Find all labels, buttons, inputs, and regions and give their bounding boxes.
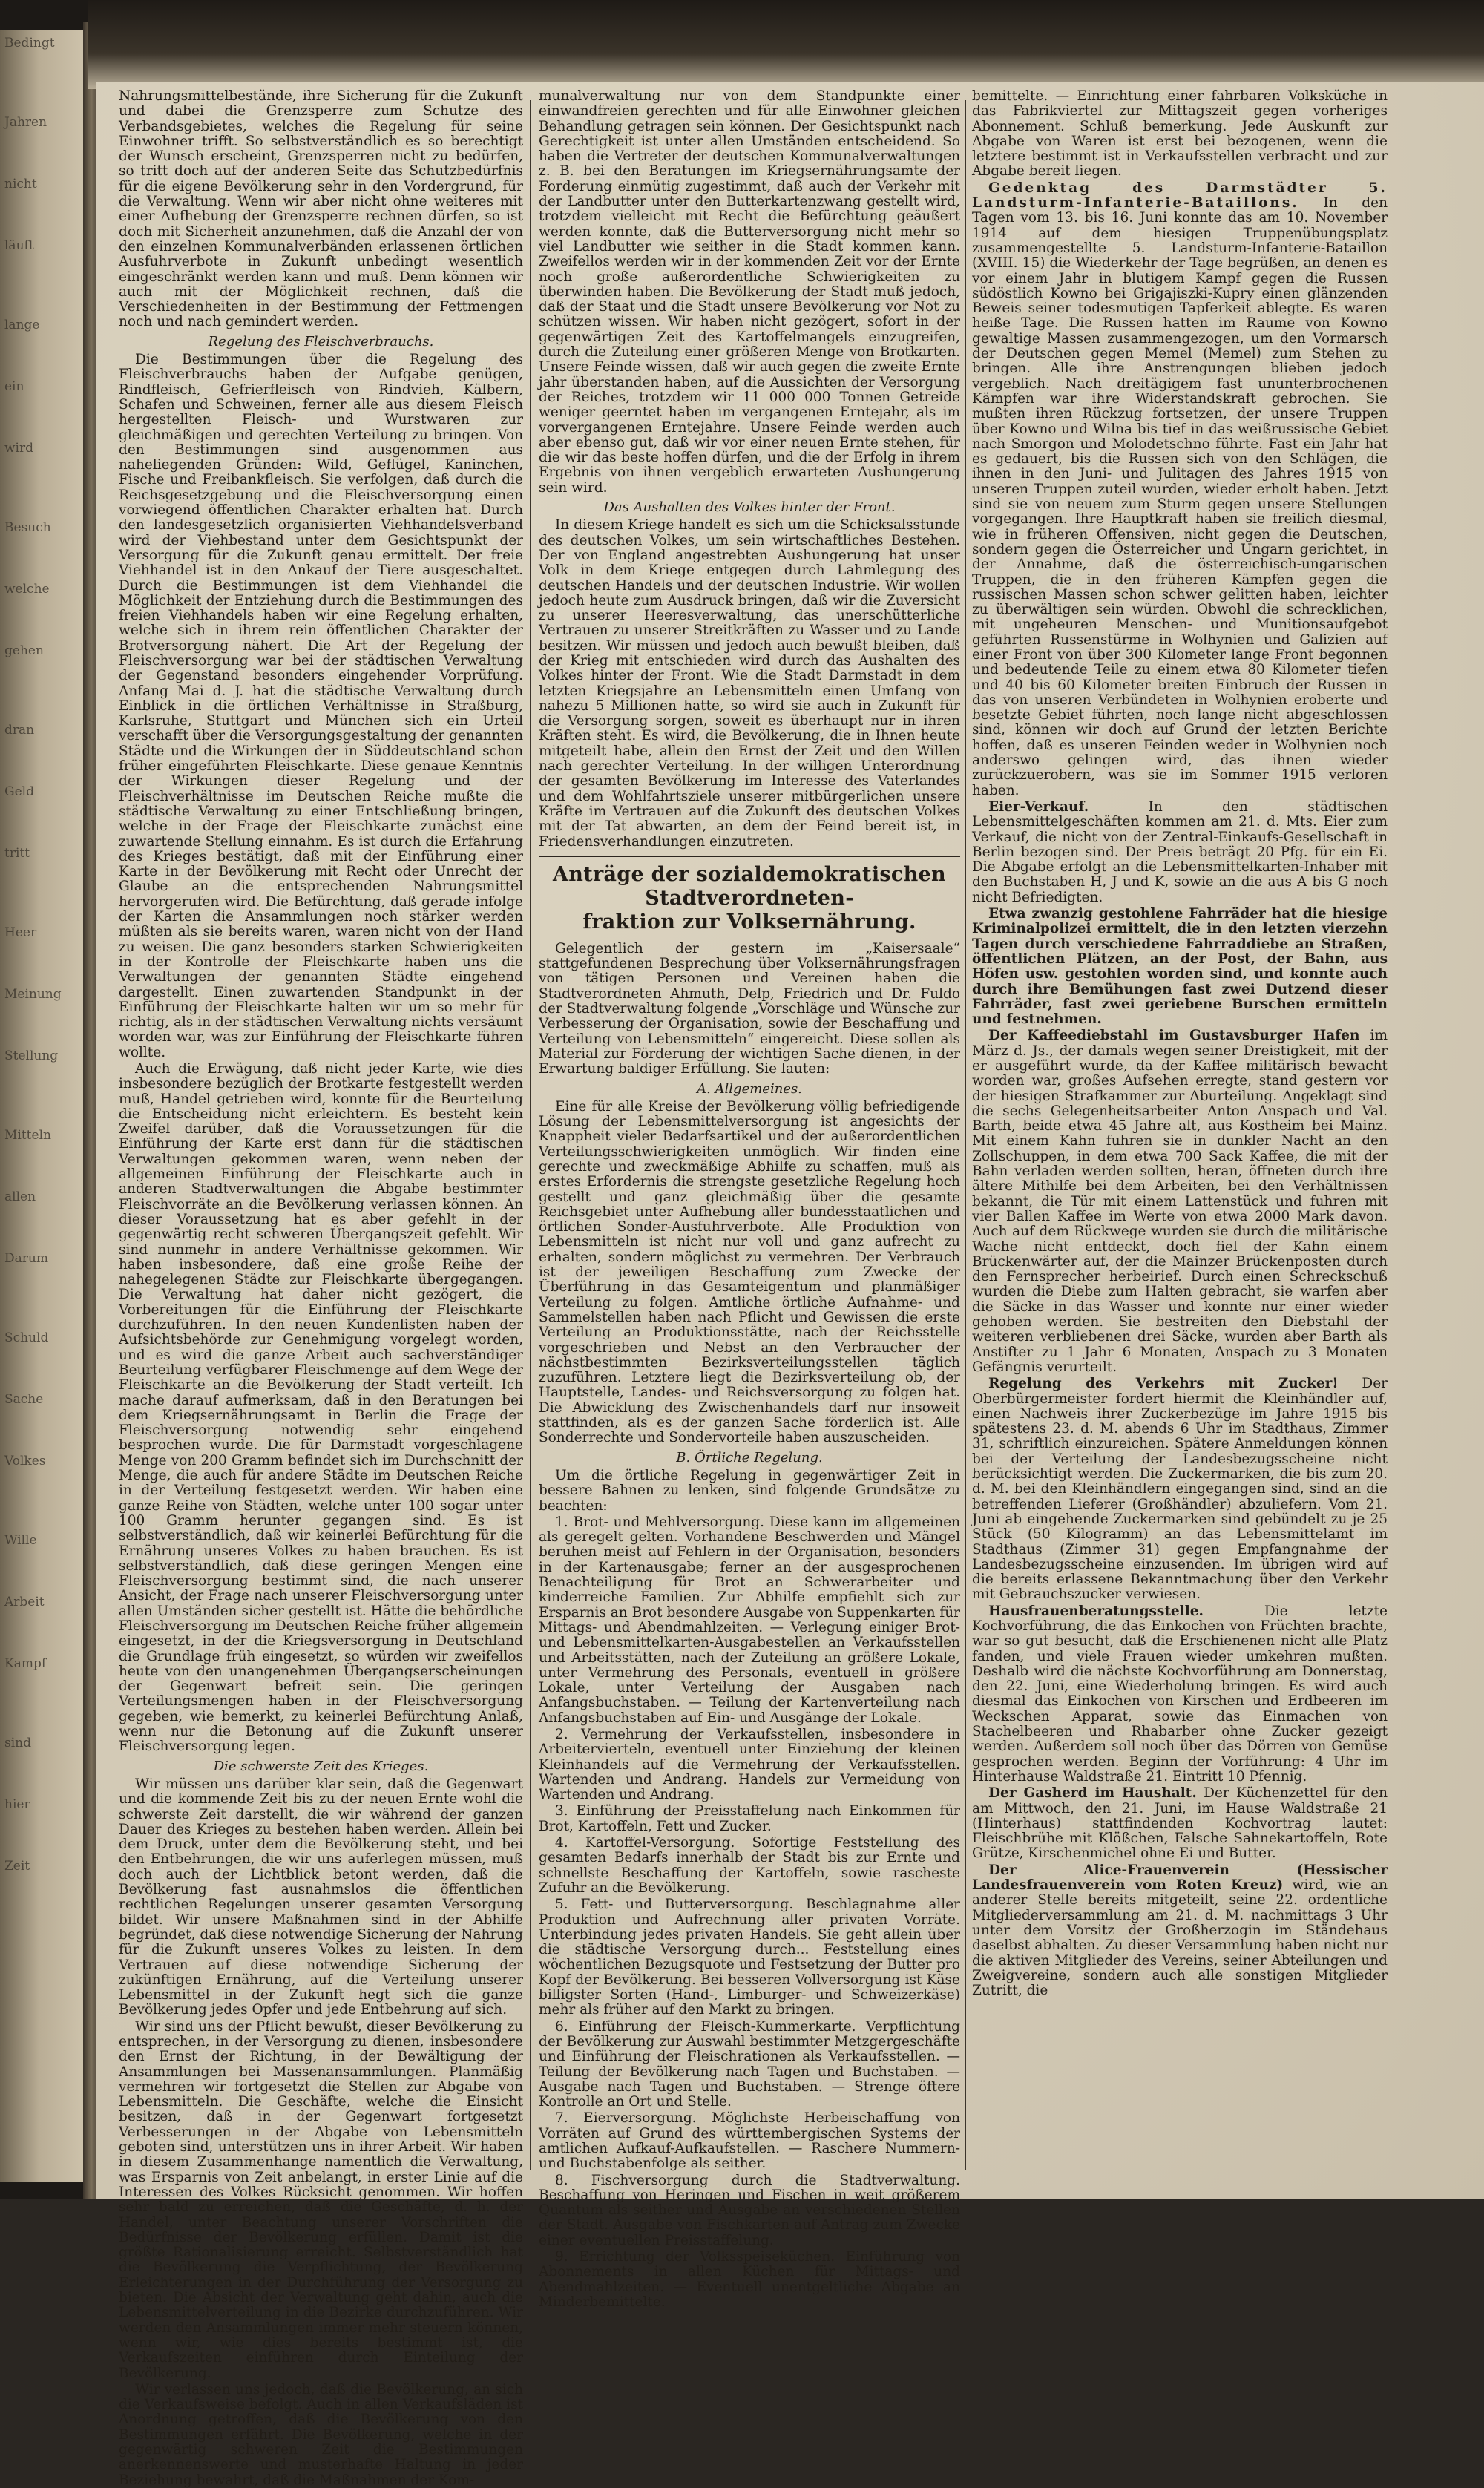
previous-page-edge [0, 30, 88, 2182]
paragraph: Wir sind uns der Pflicht bewußt, dieser Bevölkerung zu entsprechen, in der Versorgung zu dienen, insbesondere den Ernst der Richtung, in der Bewältigung der Ansammlungen bei Massenansammlungen. Planmäßig vermehren wir fortgesetzt die Stellen zur Abgabe von Lebensmitteln. Die Geschäfte, welche die Einsicht besitzen, daß in der Gegenwart fortgesetzt Verbesserungen in der Abgabe von Lebensmitteln geboten sind, unterstützen uns in ihrer Arbeit. Wir haben in diesem Zusammenhange namentlich die Verwaltung, was Ersparnis von Zeit anbelangt, in erster Linie auf die Interessen des Volkes Rücksicht genommen. Wir hoffen sehr bald zu erreichen, daß die Geschäfte, d. h. der Handel, unter Beachtung unserer Vorschriften die Bedürfnisse der Bevölkerung erfüllen. Damit ist die größte Rationalisierung erreicht. Selbstverständlich hat die Bevölkerung die Verpflichtung, der Bevölkerung Erleichterungen in der Durchführung der Versorgung zu bieten. Die Absicht der Verwaltung geht dahin, auch die Lebensmittelverteilung in die Bezirke durchzuführen. Wir werden den Ansammlungen immer mehr steuern können, wenn wir, wie dies bereits bestimmt ist, die Verkaufszeiten einführen durch Einteilung der Bevölkerung. [119, 2018, 523, 2381]
paragraph: Eine für alle Kreise der Bevölkerung völlig befriedigende Lösung der Lebensmittelversorgung ist angesichts der Knappheit vieler Bedarfsartikel und der außerordentlichen Verteilungsschwierigkeiten unmöglich. Wir finden eine gerechte und zweckmäßige Abhilfe zu schaffen, muß als erstes Erfordernis die strengste gesetzliche Regelung hoch gestellt und ganz gleichmäßig über die gesamte Reichsgebiet unter Aufhebung aller bundesstaatlichen und örtlichen Sonder-Ausfuhrverbote. Alle Produktion von Lebensmitteln ist nicht nur voll und ganz aufrecht zu erhalten, sondern möglichst zu vermehren. Der Verbrauch ist der jeweiligen Beschaffung zum Zwecke der Überführung in das Gesamteigentum und planmäßiger Verteilung zu folgen. Amtliche örtliche Aufnahme- und Sammelstellen haben nach Pflicht und Gewissen die erste Verteilung an Produktionsstätte, nach der Reichsstelle vorgeschrieben und Nebst an den Verbraucher der nächstbestimmten Bezirksverteilungsstellen täglich zuzuführen. Letztere liegt die Bezirksverteilung ob, der Hauptstelle, Landes- und Reichsversorgung zu folgen hat. Die Abwicklung des Zwischenhandels darf nur insoweit stattfinden, als es der ganzen Sache förderlich ist. Alle Sonderrechte und Sondervorteile haben auszuscheiden. [539, 1098, 960, 1446]
previous-page-fragment: läuft [4, 238, 34, 253]
previous-page-fragment: Volkes [4, 1454, 46, 1468]
list-item: 8. Fischversorgung durch die Stadtverwaltung. Beschaffung von Heringen und Fischen in weit größerem Quantum als seither und Ausgabe an verschiedenen Stellen der Stadt. Ausgabe von Fischkarten auf Antrag zum Zwecke einer eventuellen Preisstaffelung. [539, 2172, 960, 2248]
previous-page-fragment: Kampf [4, 1656, 47, 1671]
paragraph: Auch die Erwägung, daß nicht jeder Karte, wie dies insbesondere bezüglich der Brotkarte festgestellt werden muß, Handel getrieben wird, konnte für die Beurteilung die Entscheidung nicht erleichtern. Es besteht kein Zweifel darüber, daß die Voraussetzungen für die Einführung der Karte erst dann für die städtischen Verwaltungen gekommen waren, wenn neben der allgemeinen Einführung der Fleischkarte auch in anderen Stadtverwaltungen die Abgabe bestimmter Fleischvorräte an die Bevölkerung verlassen können. An dieser Voraussetzung hat es aber gefehlt in der gegenwärtig recht schweren Übergangszeit gefehlt. Wir sind nunmehr in andere Verhältnisse gekommen. Wir haben insbesondere, daß eine große Reihe der nahegelegenen Städte zur Fleischkarte übergegangen. Die Verwaltung hat daher nicht gezögert, die Vorbereitungen für die Einführung der Fleischkarte durchzuführen. In den neuen Kundenlisten haben der Aufsichtsbehörde zur Genehmigung vorgelegt worden, und es wird die ganze Arbeit auch sachverständiger Beurteilung verfügbarer Fleischmenge auf dem Wege der Fleischkarte an die Bevölkerung der Stadt verteilt. Ich mache darauf aufmerksam, daß in den Beratungen bei dem Kriegsernährungsamt in Berlin die Frage der Fleischversorgung notwendig sehr eingehend besprochen wurde. Die für Darmstadt vorgeschlagene Menge von 200 Gramm befindet sich im Durchschnitt der Menge, die auch für andere Städte im Deutschen Reiche in der Verteilung festgesetzt werden. Wir haben eine ganze Reihe von Städten, welche unter 100 sogar unter 100 Gramm herunter gegangen sind. Es ist selbstverständlich, daß wir keinerlei Befürchtung für die Ernährung unseres Volkes zu haben brauchen. Es ist selbstverständlich, daß diese geringen Mengen eine Fleischversorgung bestimmt sind, die nach unserer Ansicht, der Frage nach unserer Fleischversorgung unter allen Umständen sicher gestellt ist. Hätte die behördliche Fleischversorgung im Deutschen Reiche früher allgemein eingesetzt, in der die Kriegsversorgung in Deutschland die Grundlage früh eingesetzt, so würden wir zweifellos heute von den unangenehmen Übergangserscheinungen der Gegenwart befreit sein. Die geringen Verteilungsmengen haben in der Fleischversorgung gegeben, wie bemerkt, zu keinerlei Befürchtung Anlaß, wenn nur die Betonung auf die Zukunft unserer Fleischversorgung legen. [119, 1061, 523, 1755]
list-item: 1. Brot- und Mehlversorgung. Diese kann im allgemeinen als geregelt gelten. Vorhandene Beschwerden und Mängel beruhen meist auf Fehlern in der Organisation, besonders in der Kartenausgabe; ferner an der ausgesprochenen Benachteiligung für Brot an Schwerarbeiter und kinderreiche Familien. Zur Abhilfe empfiehlt sich zur Ersparnis an Brot besondere Ausgabe von Suppenkarten für Mittags- und Abendmahlzeiten. — Verlegung einiger Brot- und Lebensmittelkarten-Ausgabestellen an Verkaufsstellen und Arbeitsstätten, nach der Zuteilung an größere Lokale, unter Vermehrung des Personals, eventuell in größere Lokale, unter Verteilung der Ausgaben nach Anfangsbuchstaben. — Teilung der Kartenverteilung nach Anfangsbuchstaben auf Ein- und Ausgänge der Lokale. [539, 1514, 960, 1726]
paragraph: In diesem Kriege handelt es sich um die Schicksalsstunde des deutschen Volkes, um sein wirtschaftliches Bestehen. Der von England angestrebten Aushungerung hat unser Volk in dem Kriege entgegen durch Lahmlegung des deutschen Handels und der deutschen Industrie. Wir wollen jedoch heute zum Ausdruck bringen, daß wir die Zuversicht zu unserer Heeresverwaltung, das unerschütterliche Vertrauen zu unserer Streitkräften zu Wasser und zu Lande besitzen. Wir müssen und jedoch auch bewußt bleiben, daß der Krieg mit entschieden wird durch das Aushalten des Volkes hinter der Front. Wie die Stadt Darmstadt in dem letzten Kriegsjahre an Lebensmitteln einen Umfang von nahezu 5 Millionen hatte, so wird sie auch in Zukunft für die Versorgung sorgen, soweit es überhaupt nur in ihren Kräften steht. Es wird, die Bevölkerung, die in Ihnen heute mitgeteilt habe, allein den Ernst der Zeit und den Willen nach gerechter Verteilung. In der willigen Unterordnung der gesamten Bevölkerung im Interesse des Vaterlandes und dem Wohlfahrtsziele unserer mitbürgerlichen unsere Kräfte im Vertrauen auf die Zukunft des deutschen Volkes mit der Tat abwarten, an dem der Feind bereit ist, in Friedensverhandlungen einzutreten. [539, 517, 960, 850]
list-item: 9. Errichtung der Volksspeiseküchen. Einführung von Abonnements in allen Küchen für Mittags- und Abendmahlzeiten. — Eventuell unentgeltliche Abgabe an Minderbemittelte. [539, 2249, 960, 2310]
news-item [972, 181, 1388, 798]
news-item-lead: Hausfrauenberatungsstelle. [988, 1603, 1204, 1619]
article-headline [539, 863, 960, 934]
previous-page-fragment: Meinung [4, 987, 62, 1002]
list-item: 6. Einführung der Fleisch-Kummerkarte. Verpflichtung der Bevölkerung zur Auswahl bestimmter Metzgergeschäfte und Einführung der Fleischrationen als Verkaufsstellen. — Teilung der Bevölkerung nach Tagen und Buchstaben. — Ausgabe nach Tagen und Buchstaben. — Strenge öftere Kontrolle an Ort und Stelle. [539, 2018, 960, 2110]
news-item [972, 1863, 1388, 1999]
previous-page-fragment: allen [4, 1189, 36, 1204]
paragraph: bemittelte. — Einrichtung einer fahrbaren Volksküche in das Fabrikviertel zur Mittagszeit gegen vorheriges Abonnement. Schluß bemerkung. Jede Auskunft zur Abgabe von Waren ist erst bei bezogenen, wenn die letztere bestimmt ist in Verkaufsstellen verbracht und zur Abgabe bereit liegen. [972, 88, 1388, 180]
list-item: 2. Vermehrung der Verkaufsstellen, insbesondere in Arbeitervierteln, eventuell unter Einziehung der kleinen Kleinhandels auf die Vermehrung der Verkaufsstellen. Wartenden und Andrang. Handels zur Vermeidung von Wartenden und Andrang. [539, 1726, 960, 1803]
paragraph: Nahrungsmittelbestände, ihre Sicherung für die Zukunft und dabei die Grenzsperre zum Schutze des Verbandsgebietes, welches die Regelung für seine Einwohner trifft. So selbstverständlich es so berechtigt der Wunsch erscheint, Grenzsperren nicht zu bedürfen, so tritt doch auf der anderen Seite das Schutzbedürfnis für die eigene Bevölkerung sehr in den Vordergrund, für die Verwaltung. Wenn wir aber nicht ohne weiteres mit einer Aufhebung der Grenzsperre rechnen dürfen, so ist doch mit Sicherheit anzunehmen, daß die Anzahl der von den einzelnen Kommunalverbänden erlassenen örtlichen Ausfuhrverbote in Zukunft unbedingt wesentlich eingeschränkt werden kann und muß. Denn können wir auch mit der Möglichkeit rechnen, daß die Verschiedenheiten in der Bestimmung der Fettmengen noch und nach gemindert werden. [119, 88, 523, 330]
section-heading: Regelung des Fleischverbrauchs. [208, 333, 434, 349]
news-item-lead: Der Kaffeediebstahl im Gustavsburger Hafen [988, 1028, 1360, 1044]
previous-page-fragment: Heer [4, 925, 37, 940]
news-item-lead: Gedenktag des Darmstädter 5. Landsturm-Infanterie-Bataillons. [972, 180, 1388, 211]
previous-page-fragment: dran [4, 723, 35, 738]
paragraph: Die Bestimmungen über die Regelung des Fleischverbrauchs haben der Aufgabe genügen, Rindfleisch, Gefrierfleisch von Rindvieh, Kälbern, Schafen und Schweinen, ferner alle aus diesem Fleisch hergestellten Fleisch- und Wurstwaren zur gleichmäßigen und gerechten Verteilung zu bringen. Von den Bestimmungen sind ausgenommen aus naheliegenden Gründen: Wild, Geflügel, Kaninchen, Fische und Freibankfleisch. Sie verfolgen, daß durch die Reichsgesetzgebung und die Fleischversorgung einen vorwiegend öffentlichen Charakter erhalten hat. Durch den landesgesetzlich organisierten Viehhandelsverband wird der Viehbestand unter dem Gesichtspunkt der Versorgung für die Zukunft genau ermittelt. Der freie Viehhandel ist in den Ankauf der Tiere ausgeschaltet. Durch die Bestimmungen ist dem Viehhandel die Möglichkeit der Entziehung durch die Bestimmungen des freien Viehhandels haben wir eine Regelung erhalten, welche sich in ihrem rein öffentlichen Charakter der Brotversorgung nähert. Die Art der Regelung der Fleischversorgung war bei der städtischen Verwaltung der Gegenstand besonders eingehender Vorprüfung. Anfang Mai d. J. hat die städtische Verwaltung durch Einblick in die örtlichen Verhältnisse in Straßburg, Karlsruhe, Stuttgart und München sich ein Urteil verschafft über die Versorgungsgestaltung der genannten Städte und die Wirkungen der in Süddeutschland schon früher eingeführten Fleischkarte. Diese genaue Kenntnis der Wirkungen dieser Regelung und der Fleischverhältnisse im Deutschen Reiche mußte die städtische Verwaltung zu einer Entschließung bringen, welche in der Frage der Fleischkarte zunächst eine zuwartende Stellung einnahm. Es ist durch die Erfahrung des Krieges bestätigt, daß mit der Einführung einer Karte in der Bevölkerung mit Recht oder Unrecht der Glaube an die entsprechenden Nahrungsmittel hervorgerufen wird. Die Befürchtung, daß gerade infolge der Karten die Ansammlungen noch stärker werden müßten als sie bereits waren, waren nicht von der Hand zu weisen. Die ganz besonders starken Schwierigkeiten in der Kontrolle der Fleischkarte haben uns die Verwaltungen der genannten Städte eingehend dargestellt. Einen zuwartenden Standpunkt in der Einführung der Fleischkarte halten wir um so mehr für richtig, als in der städtischen Verwaltung nichts versäumt worden war, was zur Einführung der Fleischkarte führen wollte. [119, 352, 524, 1060]
divider [539, 856, 960, 857]
headline-line: Anträge der sozialdemokratischen Stadtverordneten- [553, 862, 946, 910]
previous-page-fragment: Mitteln [4, 1128, 51, 1143]
section-heading: A. Allgemeines. [697, 1080, 802, 1097]
previous-page-fragment: hier [4, 1797, 30, 1812]
previous-page-fragments [0, 30, 88, 1874]
news-item [972, 1786, 1388, 1861]
paragraph: Wir müssen uns darüber klar sein, daß die Gegenwart und die kommende Zeit bis zu der neuen Ernte wohl die schwerste Zeit darstellt, die wir während der ganzen Dauer des Krieges zu bestehen haben werden. Allein bei dem Druck, unter dem die Bevölkerung steht, und bei den Entbehrungen, die wir uns auferlegen müssen, muß doch auch der Lichtblick betont werden, daß die Bevölkerung fast ausnahmslos die öffentlichen rechtlichen Regelungen unserer gesamten Versorgung bildet. Wir unsere Maßnahmen sind in der Abhilfe begründet, daß diese notwendige Sicherung der Nahrung für die Zukunft unseres Volkes zu leisten. In dem Vertrauen auf diese notwendige Sicherung der zukünftigen Ernährung, auf die Verteilung unserer Lebensmittel in der Zukunft hegt sich die ganze Bevölkerung jedes Opfer und jede Entbehrung auf sich. [119, 1776, 523, 2018]
previous-page-fragment: lange [4, 318, 40, 332]
list-item: 4. Kartoffel-Versorgung. Sofortige Feststellung des gesamten Bedarfs innerhalb der Stadt bis zur Ernte und schnellste Beschaffung der Kartoffeln, sowie rascheste Zufuhr an die Bevölkerung. [539, 1835, 960, 1896]
previous-page-fragment: tritt [4, 846, 30, 861]
previous-page-fragment: nicht [4, 177, 37, 191]
column-rule [530, 100, 531, 2170]
headline-line: fraktion zur Volksernährung. [582, 910, 916, 933]
previous-page-fragment: Zeit [4, 1859, 30, 1874]
column-3 [972, 89, 1388, 2174]
previous-page-fragment: Jahren [4, 115, 47, 130]
section-heading: Die schwerste Zeit des Krieges. [213, 1758, 429, 1774]
news-item-body: Der Oberbürgermeister fordert hiermit die Kleinhändler auf, einen Nachweis ihrer Zuckerbezüge im Jahre 1915 bis spätestens 23. d. M. abends 6 Uhr im Stadthaus, Zimmer 31, schriftlich einzureichen. Spätere Anmeldungen können bei der Verteilung der Landesbezugsscheine nicht berücksichtigt werden. Die Zuckermarken, die bis zum 20. d. M. bei den Kleinhändlern eingegangen sind, sind an die betreffenden Lieferer (Großhändler) abzuliefern. Vom 21. Juni ab eingehende Zuckermarken sind gebündelt zu je 25 Stück (50 Kilogramm) an das Lebensmittelamt im Stadthaus (Zimmer 31) gegen Empfangnahme der Landesbezugsscheine einzusenden. Im übrigen wird auf die bereits erlassene Bekanntmachung über den Verkehr mit Gebrauchszucker verwiesen. [972, 1376, 1388, 1603]
previous-page-fragment: Wille [4, 1533, 37, 1548]
news-item-body: wird, wie an anderer Stelle bereits mitgeteilt, seine 22. ordentliche Mitgliederversammlung am 21. d. M. nachmittags 3 Uhr unter dem Vorsitz der Großherzogin im Ständehaus daselbst abhalten. Zu dieser Versammlung haben nicht nur die aktiven Mitglieder des Vereins, seiner Abteilungen und Zweigvereine, sondern auch alle sonstigen Mitglieder Zutritt, die [972, 1877, 1388, 1999]
previous-page-fragment: Darum [4, 1251, 48, 1266]
list-item: 7. Eierversorgung. Möglichste Herbeischaffung von Vorräten auf Grund des württembergischen Systems der amtlichen Aufkauf-Aufkaufstellen. — Raschere Nummern- und Buchstabenfolge als seither. [539, 2110, 960, 2172]
previous-page-fragment: Stellung [4, 1048, 59, 1063]
previous-page-fragment: Sache [4, 1392, 44, 1407]
section-heading: Das Aushalten des Volkes hinter der Front. [603, 499, 896, 516]
previous-page-fragment: ein [4, 379, 24, 394]
news-item [972, 1028, 1388, 1375]
previous-page-fragment: sind [4, 1736, 31, 1750]
previous-page-fragment: Arbeit [4, 1595, 45, 1609]
paragraph: Um die örtliche Regelung in gegenwärtiger Zeit in bessere Bahnen zu lenken, sind folgende Grundsätze zu beachten: [539, 1467, 960, 1514]
news-item-body: im März d. Js., der damals wegen seiner Dreistigkeit, mit der er ausgeführt wurde, da der Kaffee militärisch bewacht worden war, großes Aufsehen erregte, stand gestern vor der hiesigen Strafkammer zur Aburteilung. Angeklagt sind die sechs Gelegenheitsarbeiter Anton Anspach und Val. Barth, beide etwa 45 Jahre alt, aus Kostheim bei Mainz. Mit einem Kahn fuhren sie in dunkler Nacht an den Zollschuppen, in dem etwa 700 Sack Kaffee, die mit der Bahn verladen werden sollten, heran, öffneten durch ihre ältere Mithilfe bei dem Arbeiten, bei den Verhältnissen bekannt, die Tür mit einem Lattenstück und fuhren mit vier Ballen Kaffee im Werte von etwa 2000 Mark davon. Auch auf dem Rückwege wurden sie durch die militärische Wache nicht entdeckt, doch fiel der Kahn einem Brückenwärter auf, der die Mainzer Brückenposten durch den Fernsprecher herbeirief. Durch einen Schreckschuß wurden die Diebe zum Halten gebracht, sie warfen aber die Säcke in das Wasser und konnte nur einer wieder gehoben werden. Sie bestreiten den Diebstahl der weiteren verbliebenen drei Säcke, wurden aber Barth als Anstifter zu 1 Jahr 6 Monaten, Anspach zu 3 Monaten Gefängnis verurteilt. [972, 1028, 1388, 1375]
news-item-lead: Regelung des Verkehrs mit Zucker! [988, 1376, 1339, 1392]
previous-page-fragment: Bedingt [4, 36, 55, 50]
paragraph: Gelegentlich der gestern im „Kaisersaale“ stattgefundenen Besprechung über Volksernährungsfragen von tätigen Personen und Vereinen haben die Stadtverordneten Ahmuth, Delp, Friedrich und Dr. Fuldo der Stadtverwaltung folgende „Vorschläge und Wünsche zur Verbesserung der Organisation, sowie der Beschaffung und Verteilung von Lebensmitteln“ eingereicht. Diese sollen als Material zur Förderung der wichtigen Sache dienen, in der Erwartung baldiger Erfüllung. Sie lauten: [539, 940, 960, 1077]
previous-page-fragment: Besuch [4, 520, 51, 535]
news-item-body: In den Tagen vom 13. bis 16. Juni konnte das am 10. November 1914 auf dem hiesigen Truppenübungsplatz zusammengestellte 5. Landsturm-Infanterie-Bataillon (XVIII. 15) die Wiederkehr der Tage begrüßen, an denen es vor einem Jahr in blutigem Kampf gegen die Russen südöstlich Kowno bei Grigajiszki-Kupry einen glänzenden Beweis seiner todesmutigen Tapferkeit ablegte. Es waren heiße Tage. Die Russen hatten im Raume von Kowno gewaltige Massen zusammengezogen, um den Vormarsch der Deutschen gegen Memel (Memel) zum Stehen zu bringen. Alle ihre Anstrengungen blieben jedoch vergeblich. Nach dreitägigem fast ununterbrochenen Kämpfen war ihre Widerstandskraft gebrochen. Sie mußten ihren Rückzug fortsetzen, der unsere Truppen über Kowno und Wilna bis tief in das weißrussische Gebiet nach Smorgon und Molodetschno führte. Fast ein Jahr hat es gedauert, bis die Russen sich von den Schlägen, die ihnen in den Juni- und Julitagen des Jahres 1915 von unseren Truppen zuteil wurden, wieder erholt haben. Jetzt sind sie von neuem zum Sturm gegen unsere Stellungen vorgegangen. Ihre Hauptkraft haben sie freilich diesmal, wie in früheren Offensiven, nicht gegen die Deutschen, sondern gegen die Österreicher und Ungarn gerichtet, in der Annahme, daß die österreichisch-ungarischen Truppen, die in den früheren Kämpfen gegen die russischen Massen schon schwer gelitten haben, leichter zu überwältigen sein würden. Obwohl die schrecklichen, mit ungeheuren Menschen- und Munitionsaufgebot geführten Russenstürme in Wolhynien und Galizien auf einer Front von über 300 Kilometer lange Front begonnen und bedeutende Teile zu einem etwa 80 Kilometer tiefen und 40 bis 60 Kilometer breiten Einbruch der Russen in das von unseren Verbündeten in Wolhynien eroberte und besetzte Gebiet führten, noch lange nicht abgeschlossen sind, können wir doch auf Grund der letzten Berichte hoffen, daß es unseren Feinden weder in Wolhynien noch anderswo gelingen wird, das ihnen wieder zurückzuerobern, was sie im Sommer 1915 verloren haben. [972, 195, 1388, 798]
news-item [972, 800, 1388, 905]
news-item-lead: Der Alice-Frauenverein (Hessischer Landesfrauenverein vom Roten Kreuz) [972, 1862, 1388, 1894]
section-heading: B. Örtliche Regelung. [676, 1449, 823, 1465]
previous-page-fragment: Geld [4, 784, 34, 799]
list-item: 5. Fett- und Butterversorgung. Beschlagnahme aller Produktion und Aufrechnung aller privaten Vorräte. Unterbindung jedes privaten Handels. Sie geht allein über die städtische Versorgung durch... Feststellung eines wöchentlichen Bezugsquote und Festsetzung der Butter pro Kopf der Bevölkerung. Bei besseren Vollversorgung ist Käse billigster Sorten (Hand-, Limburger- und Schweizerkäse) mehr als früher auf den Markt zu bringen. [539, 1897, 960, 2018]
paragraph: Wir verlassen uns jedoch, daß die Bevölkerung, an sich die Verkaufsweise befolgt. Auch in allen Verkaufsläden ist Anordnung getroffen, daß die Bevölkerung von den Bestimmungen erfährt. Die Bevölkerung, welche in der gegenwärtig schweren Zeit die Bestimmungen anerkennenswerte und musterhafte Haltung in jeder Beziehung bewahrt, daß die Maßnahmen der Kom- [119, 2381, 523, 2488]
previous-page-fragment: welche [4, 582, 50, 597]
top-shadow [88, 0, 1484, 89]
news-item: Etwa zwanzig gestohlene Fahrräder hat die hiesige Kriminalpolizei ermittelt, die in den letzten vierzehn Tagen durch verschiedene Fahrraddiebe an Straßen, öffentlichen Plätzen, an der Post, der Bahn, aus Höfen usw. gestohlen worden sind, und konnte auch durch ihre Bemühungen fast zwei Dutzend dieser Fahrräder, fast zwei geriebene Burschen ermitteln und festnehmen. [972, 906, 1388, 1028]
previous-page-fragment: Schuld [4, 1330, 49, 1345]
previous-page-fragment: wird [4, 441, 33, 456]
column-rule [965, 100, 966, 2170]
news-item [972, 1604, 1388, 1785]
paragraph: munalverwaltung nur von dem Standpunkte einer einwandfreien gerechten und für alle Einwohner gleichen Behandlung getragen sein können. Der Gesichtspunkt nach Gerechtigkeit ist unter allen Umständen entscheidend. So haben die Vertreter der deutschen Kommunalverwaltungen z. B. bei den Beratungen im Kriegsernährungsamte der Forderung einmütig zugestimmt, daß auch der Verkehr mit der Landbutter unter den Butterkartenzwang gestellt wird, trotzdem vielleicht mit Recht die Befürchtung geäußert werden konnte, daß die Butterversorgung nicht mehr so viel Landbutter wie seither in die Stadt kommen kann. Zweifellos werden wir in der kommenden Zeit vor der Ernte noch große außerordentliche Schwierigkeiten zu überwinden haben. Die Bevölkerung der Stadt muß jedoch, daß der Staat und die Stadt unsere Bevölkerung vor Not zu schützen wissen. Wir haben nicht gezögert, sofort in der gegenwärtigen Zeit des Kartoffelmangels einzugreifen, durch die Zuteilung einer größeren Menge von Brotkarten. Unsere Feinde wissen, daß wir auch gegen die zweite Ernte jahr überstanden haben, auf die Aussichten der Versorgung der Reiches, trotzdem wir 11 000 000 Tonnen Getreide weniger geerntet haben im vergangenen Erntejahr, als im vorvergangenen Erntejahre. Unsere Feinde werden auch aber ebenso gut, daß wir vor einer neuen Ernte stehen, für die wir das beste hoffen dürfen, und die der Erfolg in ihrem Ergebnis von ihnen vergeblich erwarteten Aushungerung sein wird. [539, 88, 960, 496]
news-item-body: In den städtischen Lebensmittelgeschäften kommen am 21. d. Mts. Eier zum Verkauf, die nicht von der Zentral-Einkaufs-Gesellschaft in Berlin bezogen sind. Der Preis beträgt 20 Pfg. für ein Ei. Die Abgabe erfolgt an die Lebensmittelkarten-Inhaber mit den Buchstaben H, J und K, sowie an die aus A bis G noch nicht Befriedigten. [972, 798, 1388, 905]
column-1 [119, 88, 524, 2488]
news-item-body: Der Küchenzettel für den am Mittwoch, den 21. Juni, im Hause Waldstraße 21 (Hinterhaus) stattfindenden Kochvortrag lautet: Fleischbrühe mit Klößchen, Falsche Sahnekartoffeln, Rote Grütze, Kirschenmichel ohne Ei und Butter. [972, 1785, 1388, 1862]
list-item: 3. Einführung der Preisstaffelung nach Einkommen für Brot, Kartoffeln, Fett und Zucker. [539, 1803, 960, 1834]
news-item [972, 1376, 1388, 1602]
news-item-body: Die letzte Kochvorführung, die das Einkochen von Früchten brachte, war so gut besucht, daß die Erschienenen nicht alle Platz fanden, und viele Frauen wieder umkehren mußten. Deshalb wird die nächste Kochvorführung am Donnerstag, den 22. Juni, eine Wiederholung bringen. Es wird auch diesmal das Einkochen von Kirschen und Erdbeeren im Weckschen Apparat, sowie das Einmachen von Stachelbeeren und Rhabarber ohne Zucker gezeigt werden. Außerdem soll noch über das Dörren von Gemüse gesprochen werden. Beginn der Vorführung: 4 Uhr im Hinterhause Waldstraße 21. Eintritt 10 Pfennig. [972, 1603, 1388, 1785]
column-2 [539, 88, 960, 2310]
news-item-lead: Der Gasherd im Haushalt. [988, 1785, 1197, 1802]
news-item-lead: Eier-Verkauf. [988, 798, 1089, 815]
previous-page-fragment: gehen [4, 643, 44, 658]
